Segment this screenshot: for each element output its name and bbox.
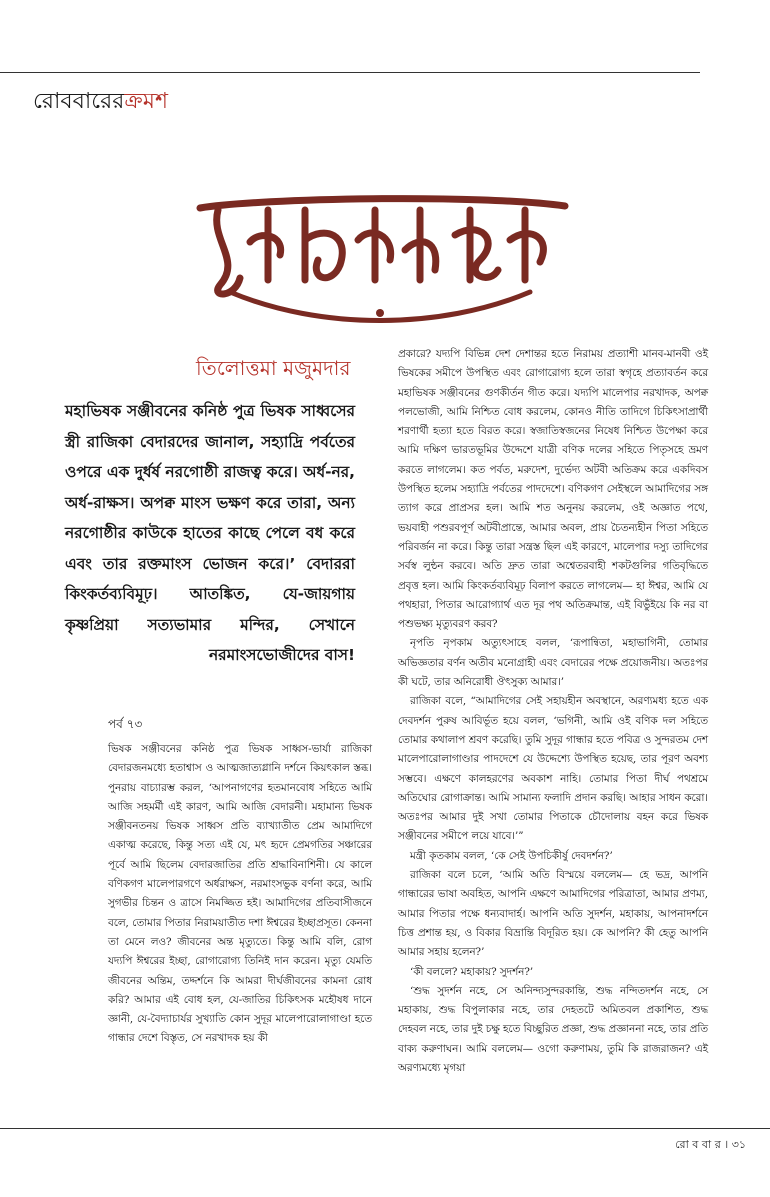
right-column-paragraph: ‘কী বললে? মহাকায়? সুদর্শন?’ [410, 965, 534, 978]
serial-title-logo [180, 180, 580, 325]
right-column-paragraph: ‘শুদ্ধ সুদর্শন নহে, সে অনিন্দ্যসুন্দরকান্তি, শুদ্ধ নন্দিতদর্শন নহে, সে মহাকায়, শুদ্ধ বিপুলাকার নহে, তার দেহতটে অমিতবল প্রকাশিত, শুদ্ধ দেহবল নহে, তার দুই চক্ষু হতে বিচ্ছুরিত প্রজ্ঞা, শুদ্ধ প্রজ্ঞাননা নহে, তার প্রতি বাক্য করুণাঘন। আমি বললেম— ওগো করুণাময়, তুমি কি রাজরাজন? এই অরণ্যমধ্যে মৃগয়া [398, 984, 708, 1074]
episode-number: পর্ব ৭৩ [108, 717, 143, 731]
left-column [108, 740, 372, 1049]
section-label [33, 84, 168, 121]
right-column-paragraph: প্রকারে? যদ্যপি বিভিন্ন দেশ দেশান্তর হতে নিরাময় প্রত্যাশী মানব-মানবী ওই ভিষকের সমীপে উপস্থিত এবং রোগারোগ্য হলে তারা স্বগৃহে প্রত্যাবর্তন করে মহাভিষক সঞ্জীবনের গুণকীর্তন গীত করে। যদ্যপি মালেপার নরখাদক, অপক্ব পলভোজী, আমি নিশ্চিত বোধ করলেম, কোনও নীতি তাদিগে চিকিৎসাপ্রার্থী শরণার্থী হত্যা হতে বিরত করে। স্বজাতিস্বজনের নিষেধ নিশ্চিত উপেক্ষা করে আমি দক্ষিণ ভারতভূমির উদ্দেশে যাত্রী বণিক দলের সহিতে পিতৃসহে ভ্রমণ করতে লাগলেম। কত পর্বত, মরুদেশ, দুর্ভেদ্য অটবী অতিক্রম করে একদিবস উপস্থিত হলেম সহ্যাদ্রি পর্বতের পাদদেশে। বণিকগণ সেইস্থলে আমাদিগের সঙ্গ ত্যাগ করে প্রাপ্রসর হল। আমি শত অনুনয় করলেম, ওই অজ্ঞাত পথে, ভয়বাহী পশুরবপূর্ণ অটবীপ্রান্তে, আমার অবল, প্রায় চৈতন্যহীন পিতা সহিতে পরিবর্জন না করে। কিন্তু তারা সন্ত্রস্ত ছিল এই কারণে, মালেপার দস্যু তাদিগের সর্বস্ব লুন্ঠন করবে। অতি দ্রুত তারা অশ্বেতরবাহী শকটগুলির গতিবৃদ্ধিতে প্রবৃত্ত হল। আমি কিংকর্তব্যবিমূঢ় বিলাপ করতে লাগলেম— হা ঈশ্বর, আমি যে পথহারা, পিতার আরোগ্যার্থ এত দূর পথ অতিক্রমান্ত, এই বিভুঁইয়ে কি নর বা পশুভক্ষ্য মৃত্যুবরণ করব? [398, 348, 708, 631]
author-byline: তিলোত্তমা মজুমদার [196, 356, 351, 380]
right-column-paragraph: নৃপতি নৃপকাম অত্যুৎসাহে বলল, ‘রূপান্বিতা, মহাভাগিনী, তোমার অভিজ্ঞতার বর্ণন অতীব মনোগ্রাহী এবং বেদারের পক্ষে প্রয়োজনীয়। অতঃপর কী ঘটে, তার অনিরোধী ঔৎসুক্য আমার।’ [398, 637, 708, 689]
intro-blurb: মহাভিষক সঞ্জীবনের কনিষ্ঠ পুত্র ভিষক সাধ্বসের স্ত্রী রাজিকা বেদারদের জানাল, সহ্যাদ্রি পর্বতের ওপরে এক দুর্ধর্ষ নরগোষ্ঠী রাজত্ব করে। অর্ধ-নর, অর্ধ-রাক্ষস। অপক্ব মাংস ভক্ষণ করে তারা, অন্য নরগোষ্ঠীর কাউকে হাতের কাছে পেলে বধ করে এবং তার রক্তমাংস ভোজন করে।’ বেদাররা কিংকর্তব্যবিমূঢ়। আতঙ্কিত, যে-জায়গায় কৃষ্ণপ্রিয়া সত্যভামার মন্দির, সেখানে নরমাংসভোজীদের বাস! [65, 402, 355, 664]
section-label-accent: ক্রমশ [124, 89, 168, 114]
left-column-paragraph: ভিষক সঞ্জীবনের কনিষ্ঠ পুত্র ভিষক সাধ্বস-ভার্যা রাজিকা বেদারজনমধ্যে হতাশ্বাস ও আত্মজাত্যগ্লানি দর্শনে কিয়ৎকাল স্তব্ধ। পুনরায় বাচ্যারম্ভ করল, ‘আপনাগণের হতমানবোধ সহিতে আমি আজি সহমর্মী এই কারণ, আমি আজি বেদারনী। মহামান্য ভিষক সঞ্জীবনতনয় ভিষক সাধ্বস প্রতি ব্যাখ্যাতীত প্রেম আমাদিগে একাত্ম করেছে, কিন্তু সত্য এই যে, মৎ হৃদে প্রেমগতির সঞ্চারের পূর্বে আমি ছিলেম বেদারজাতির প্রতি শ্রদ্ধাবিনাশিনী। যে কালে বণিকগণ মালেপারগণে অর্ধরাক্ষস, নরমাংসভুক বর্ণনা করে, আমি সুগভীর চিন্তন ও ত্রাসে নিমজ্জিত হই। আমাদিগের প্রতিবাসীজনে বলে, তোমার পিতার নিরাময়াতীত দশা ঈশ্বরের ইচ্ছাপ্রসূত। কেননা তা মেনে লও? জীবনের অন্ত মৃত্যুতে। কিন্তু আমি বলি, রোগ যদ্যপি ঈশ্বরের ইচ্ছা, রোগারোগ্য তিনিই দান করেন। মৃত্যু যেমতি জীবনের অন্তিম, তদ্দর্শনে কি আমরা দীর্ঘজীবনের কামনা রোধ করি? আমার এই বোধ হল, যে-জাতির চিকিৎসক মহৌষধ দানে জ্ঞানী, যে-বৈদ্যাচার্যর সুখ্যাতি কোন সুদূর মালেপারোলাগাণ্ডা হতে গান্ধার দেশে বিস্তৃত, সে নরখাদক হয় কী [108, 743, 372, 1045]
bottom-rule [0, 1128, 770, 1129]
right-column [398, 345, 708, 1078]
right-column-paragraph: মন্ত্রী কৃতকাম বলল, ‘কে সেই উপচিকীর্ষু দেবদর্শন?’ [410, 849, 613, 862]
right-column-paragraph: রাজিকা বলে, “আমাদিগের সেই সহায়হীন অবস্থানে, অরণ্যমধ্য হতে এক দেবদর্শন পুরুষ আবির্ভূত হয়ে বলল, ‘ভগিনী, আমি ওই বণিক দল সহিতে তোমার কথালাপ শ্রবণ করেছি। তুমি সুদূর গান্ধার হতে পবিত্র ও সুন্দরতম দেশ মালেপারোলাগাণ্ডার পাদদেশে যে উদ্দেশ্যে উপস্থিত হয়েছ, তার পূরণ অবশ্য সম্ভবে। এক্ষণে কালহরণের অবকাশ নাহি। তোমার পিতা দীর্ঘ পথশ্রমে অতিঘোর রোগাক্রান্ত। আমি সামান্য ফলাদি প্রদান করছি। আহার সাধন করো। অতঃপর আমার দুই সখা তোমার পিতাকে চৌদোলায় বহন করে ভিষক সঞ্জীবনের সমীপে লয়ে যাবে।’” [398, 695, 708, 843]
top-rule [0, 72, 700, 73]
page-folio: রো ব বা র । ৩১ [675, 1138, 746, 1151]
section-label-prefix: রোববারের [33, 89, 125, 114]
right-column-paragraph: রাজিকা বলে চলে, ‘আমি অতি বিস্ময়ে বললেম— হে ভদ্র, আপনি গান্ধারের ভাষা অবহিত, আপনি এক্ষণে আমাদিগের পরিত্রাতা, আমার প্রণম্য, আমার পিতার পক্ষে ধন্যবাদার্হ। আপনি অতি সুদর্শন, মহাকায়, আপনাদর্শনে চিত্ত প্রশান্ত হয়, ও বিকার বিভ্রান্তি বিদূরিত হয়। কে আপনি? কী হেতু আপনি আমার সহায় হলেন?’ [398, 869, 708, 959]
serial-title-logo-art [180, 180, 580, 325]
